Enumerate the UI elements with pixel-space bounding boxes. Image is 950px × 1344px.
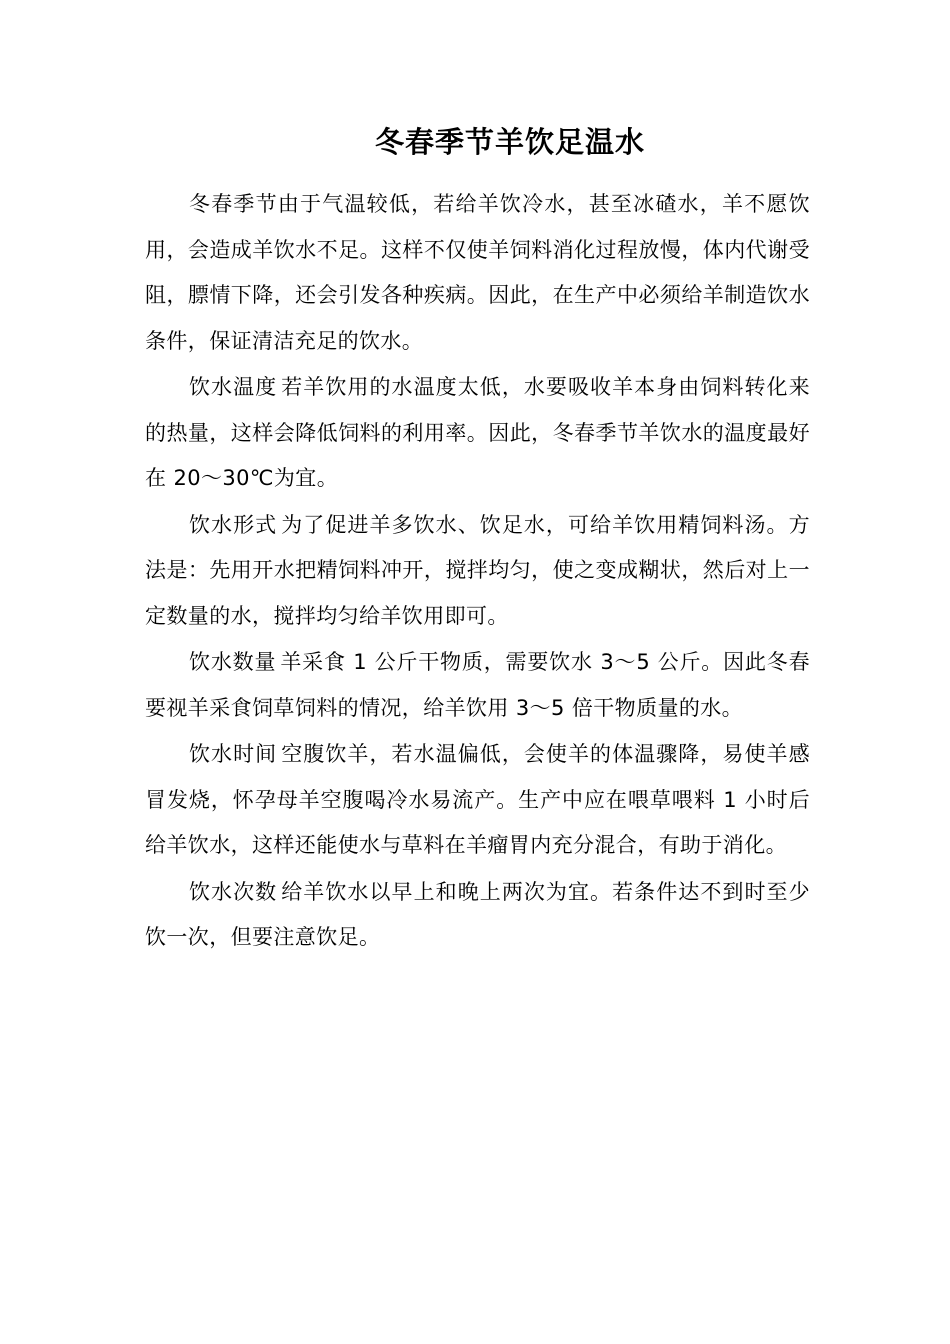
paragraph-text: 给羊饮水以早上和晚上两次为宜。若条件达不到时至少饮一次，但要注意饮足。 bbox=[145, 879, 810, 949]
paragraph-heading: 饮水形式 bbox=[189, 512, 278, 537]
paragraph-heading: 饮水数量 bbox=[189, 650, 277, 674]
paragraph-water-quantity bbox=[145, 640, 810, 731]
paragraph-text: 冬春季节由于气温较低，若给羊饮冷水，甚至冰碴水，羊不愿饮用，会造成羊饮水不足。这样不仅使羊饲料消化过程放慢，体内代谢受阻，膘情下降，还会引发各种疾病。因此，在生产中必须给羊制造饮水条件，保证清洁充足的饮水。 bbox=[145, 192, 810, 353]
paragraph-water-form bbox=[145, 503, 810, 640]
document-title: 冬春季节羊饮足温水 bbox=[374, 125, 645, 159]
paragraph-heading: 饮水温度 bbox=[189, 375, 278, 399]
paragraph-heading: 饮水次数 bbox=[189, 879, 278, 904]
paragraph-intro bbox=[145, 182, 810, 364]
paragraph-water-temperature bbox=[145, 365, 810, 502]
paragraph-heading: 饮水时间 bbox=[189, 742, 278, 766]
paragraph-text: 空腹饮羊，若水温偏低，会使羊的体温骤降，易使羊感冒发烧，怀孕母羊空腹喝冷水易流产。生产中应在喂草喂料 1 小时后给羊饮水，这样还能使水与草料在羊瘤胃内充分混合，有助于消化。 bbox=[145, 742, 810, 857]
paragraph-text: 若羊饮用的水温度太低，水要吸收羊本身由饲料转化来的热量，这样会降低饲料的利用率。因此，冬春季节羊饮水的温度最好在 20～30℃为宜。 bbox=[145, 375, 810, 490]
document-body bbox=[145, 182, 810, 962]
paragraph-water-frequency bbox=[145, 870, 810, 961]
paragraph-text: 羊采食 1 公斤干物质，需要饮水 3～5 公斤。因此冬春要视羊采食饲草饲料的情况，给羊饮用 3～5 倍干物质量的水。 bbox=[145, 650, 810, 720]
paragraph-water-time bbox=[145, 732, 810, 869]
paragraph-text: 为了促进羊多饮水、饮足水，可给羊饮用精饲料汤。方法是：先用开水把精饲料冲开，搅拌均匀，使之变成糊状，然后对上一定数量的水，搅拌均匀给羊饮用即可。 bbox=[145, 512, 810, 628]
